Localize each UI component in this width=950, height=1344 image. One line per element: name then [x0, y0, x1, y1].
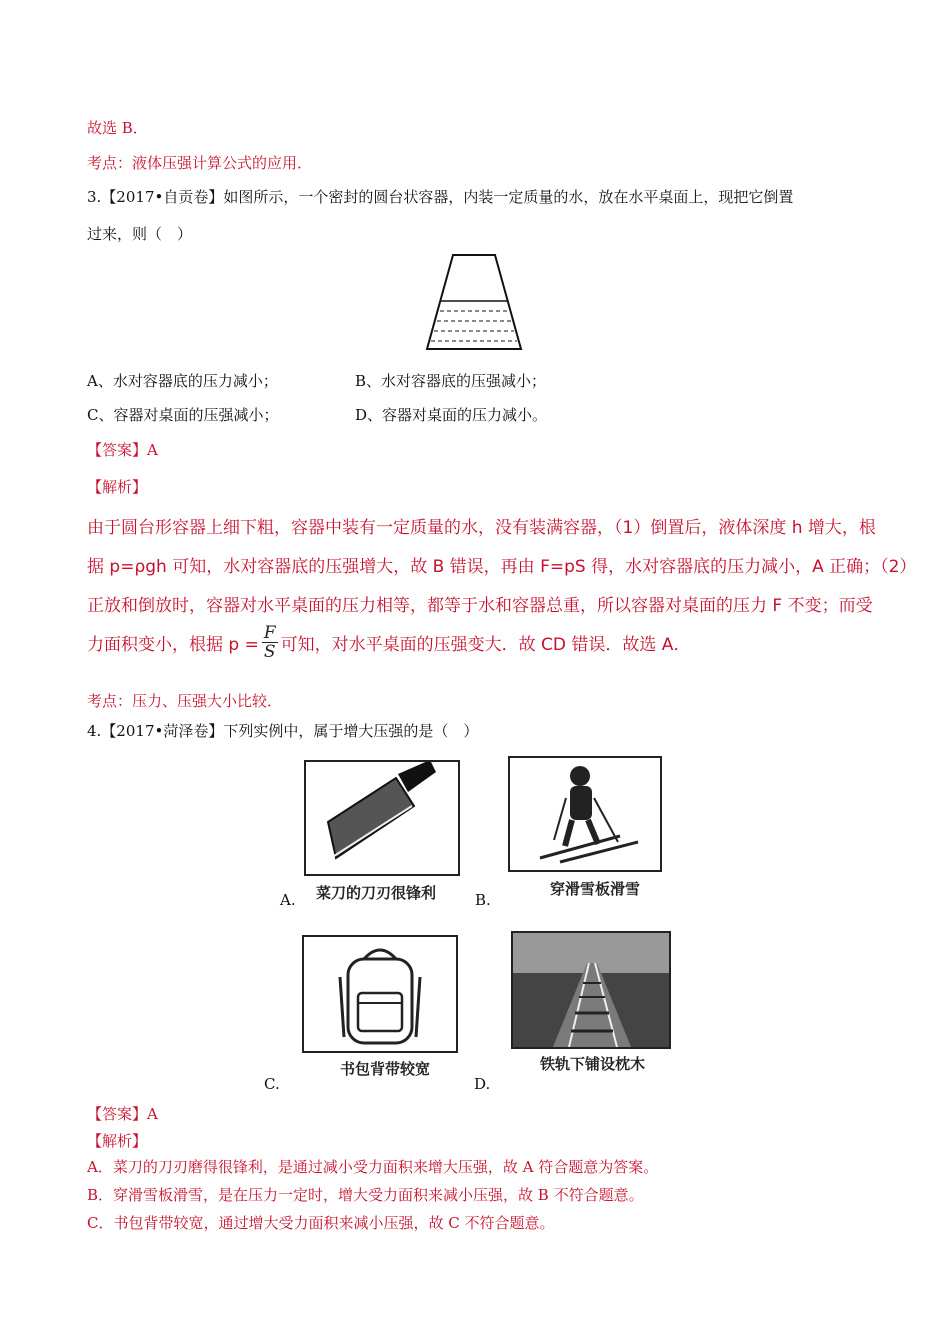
q3-topic: 考点：压力、压强大小比较．: [87, 692, 283, 710]
q4-letter-a: A.: [280, 891, 296, 909]
q3-option-b: B、水对容器底的压强减小；: [355, 372, 547, 390]
formula-fraction: [262, 624, 278, 661]
picture-railway: [511, 931, 671, 1049]
q3-analysis-line4: [87, 624, 690, 661]
q4-analysis-b: B．穿滑雪板滑雪，是在压力一定时，增大受力面积来减小压强，故 B 不符合题意。: [87, 1186, 644, 1204]
q4-letter-c: C.: [264, 1075, 280, 1093]
prev-conclusion: 故选 B．: [87, 119, 148, 137]
q3-stem-line1: 3.【2017•自贡卷】如图所示，一个密封的圆台状容器，内装一定质量的水，放在水平桌面上，现把它倒置: [87, 188, 794, 206]
formula-denominator: S: [263, 642, 276, 662]
q3-analysis-title: 【解析】: [87, 478, 148, 496]
q4-letter-b: B.: [475, 891, 491, 909]
q4-caption-b: 穿滑雪板滑雪: [550, 880, 641, 898]
q3-answer: 【答案】A: [87, 441, 158, 459]
q4-letter-d: D.: [474, 1075, 491, 1093]
picture-knife: [304, 760, 460, 876]
q3-option-c: C、容器对桌面的压强减小；: [87, 406, 279, 424]
knife-icon: [306, 762, 458, 874]
picture-backpack: [302, 935, 458, 1053]
q3-analysis-line2: 据 p=ρgh 可知，水对容器底的压强增大，故 B 错误，再由 F=pS 得，水对容器底的压力减小，A 正确；（2）: [87, 557, 917, 577]
railway-icon: [513, 933, 669, 1047]
q3-option-a: A、水对容器底的压力减小；: [87, 372, 278, 390]
q3-analysis-line4-pre: 力面积变小，根据 p =: [87, 635, 259, 655]
q3-option-d: D、容器对桌面的压力减小。: [355, 406, 548, 424]
q4-analysis-a: A．菜刀的刀刃磨得很锋利，是通过减小受力面积来增大压强，故 A 符合题意为答案。: [87, 1158, 659, 1176]
formula-numerator: F: [263, 623, 276, 643]
q4-stem: 4.【2017•菏泽卷】下列实例中，属于增大压强的是（ ）: [87, 722, 479, 740]
q3-analysis-line4-post: 可知，对水平桌面的压强变大．故 CD 错误．故选 A．: [280, 635, 691, 655]
backpack-icon: [304, 937, 456, 1051]
q4-caption-c: 书包背带较宽: [340, 1060, 431, 1078]
q4-analysis-title: 【解析】: [87, 1132, 148, 1150]
q3-analysis-line1: 由于圆台形容器上细下粗，容器中装有一定质量的水，没有装满容器，（1）倒置后，液体深度 h 增大，根: [87, 518, 876, 538]
q3-analysis-line3: 正放和倒放时，容器对水平桌面的压力相等，都等于水和容器总重，所以容器对桌面的压力 F 不变；而受: [87, 596, 873, 616]
frustum-container-figure: [424, 253, 524, 353]
q4-caption-a: 菜刀的刀刃很锋利: [316, 884, 437, 902]
q4-analysis-c: C．书包背带较宽，通过增大受力面积来减小压强，故 C 不符合题意。: [87, 1214, 555, 1232]
prev-topic: 考点：液体压强计算公式的应用．: [87, 154, 313, 172]
skier-icon: [510, 758, 660, 870]
q4-caption-d: 铁轨下铺设枕木: [540, 1055, 646, 1073]
q4-answer: 【答案】A: [87, 1105, 158, 1123]
picture-skier: [508, 756, 662, 872]
q3-stem-line2: 过来，则（ ）: [87, 225, 193, 243]
